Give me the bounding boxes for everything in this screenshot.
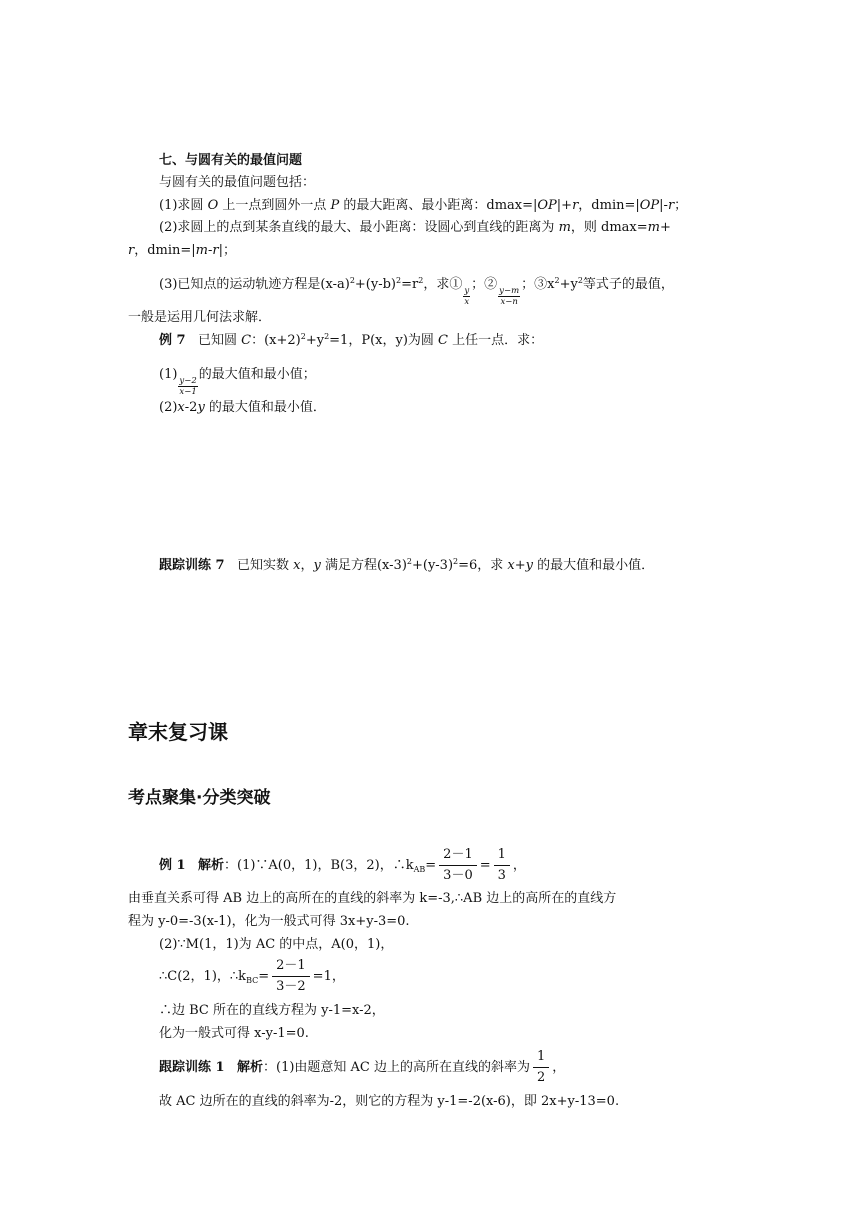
example-7-question-1: (1) $\frac{y-2}{x-1}$ 的最大值和最小值； — [159, 367, 316, 397]
practice-1-line-1: 跟踪训练 1 解析：(1)由题意知 AC 边上的高所在直线的斜率为 $\frac{1}{2}$ ， — [159, 1049, 566, 1085]
answer-1-line-2: 由垂直关系可得 AB 边上的高所在的直线的斜率为 k=-3,∴AB 边上的高所在的直线方 — [128, 891, 617, 906]
practice-7: 跟踪训练 7 已知实数 x，y 满足方程$(x-3)^2+(y-3)^2=6$，求 x+y 的最大值和最小值． — [159, 557, 655, 573]
example-7: 例 7 已知圆 C：$(x+2)^2+y^2=1$，P(x，y)为圆 C 上任一点．求： — [159, 332, 544, 348]
fraction-y-m-over-x-n: $\frac{y-m}{x-n}$ — [499, 286, 520, 307]
answer-1-line-3: 程为 y-0=-3(x-1)，化为一般式可得 3x+y-3=0. — [128, 914, 410, 929]
section-intro: 与圆有关的最值问题包括： — [159, 175, 316, 190]
answer-1-line-6: ∴边 BC 所在的直线方程为 y-1=x-2， — [159, 1003, 385, 1018]
answer-1-line-4: (2)∵M(1，1)为 AC 的中点，A(0，1)， — [159, 937, 394, 952]
practice-1-line-2: 故 AC 边所在的直线的斜率为-2，则它的方程为 y-1=-2(x-6)，即 2x+y-13=0. — [159, 1094, 620, 1109]
answer-1-line-1: 例 1 解析：(1)∵A(0，1)，B(3，2)，$\therefore k_{AB}=$ $\frac{2-1}{3-0}$ = $\frac{1}{3}$ ， — [159, 847, 526, 883]
example-7-question-2: (2)x-2y 的最大值和最小值． — [159, 400, 326, 415]
fraction-2-1-over-3-2: $\frac{2-1}{3-2}$ — [272, 958, 310, 995]
fraction-y-2-over-x-1: $\frac{y-2}{x-1}$ — [179, 376, 197, 397]
section-title: 考点聚集·分类突破 — [128, 788, 271, 808]
item-2-line-2: r，dmin=|m-r|； — [128, 243, 237, 258]
fraction-1-over-3: $\frac{1}{3}$ — [494, 847, 510, 884]
fraction-y-over-x: $\frac{y}{x}$ — [464, 286, 470, 307]
answer-1-line-7: 化为一般式可得 x-y-1=0. — [159, 1026, 309, 1041]
fraction-1-over-2: $\frac{1}{2}$ — [533, 1049, 549, 1086]
section-heading: 七、与圆有关的最值问题 — [159, 153, 303, 168]
chapter-title: 章末复习课 — [128, 720, 228, 744]
item-3-line-2: 一般是运用几何法求解． — [128, 310, 272, 325]
fraction-2-1-over-3-0: $\frac{2-1}{3-0}$ — [439, 847, 477, 884]
answer-1-line-5: ∴C(2，1)，$\therefore k_{BC}=$ $\frac{2-1}{3-2}$ =1， — [159, 958, 345, 994]
item-3-line-1: (3)已知点的运动轨迹方程是$(x-a)^2+(y-b)^2=r^2$，求① $\frac{y}{x}$ ；② $\frac{y-m}{x-n}$ ；$③x^2+y^2$等式子的最值， — [159, 276, 674, 307]
item-2-line-1: (2)求圆上的点到某条直线的最大、最小距离：设圆心到直线的距离为 m，则 dmax=m+ — [159, 220, 671, 235]
item-1: (1)求圆 O 上一点到圆外一点 P 的最大距离、最小距离：dmax=|OP|+r，dmin=|OP|-r； — [159, 198, 688, 213]
